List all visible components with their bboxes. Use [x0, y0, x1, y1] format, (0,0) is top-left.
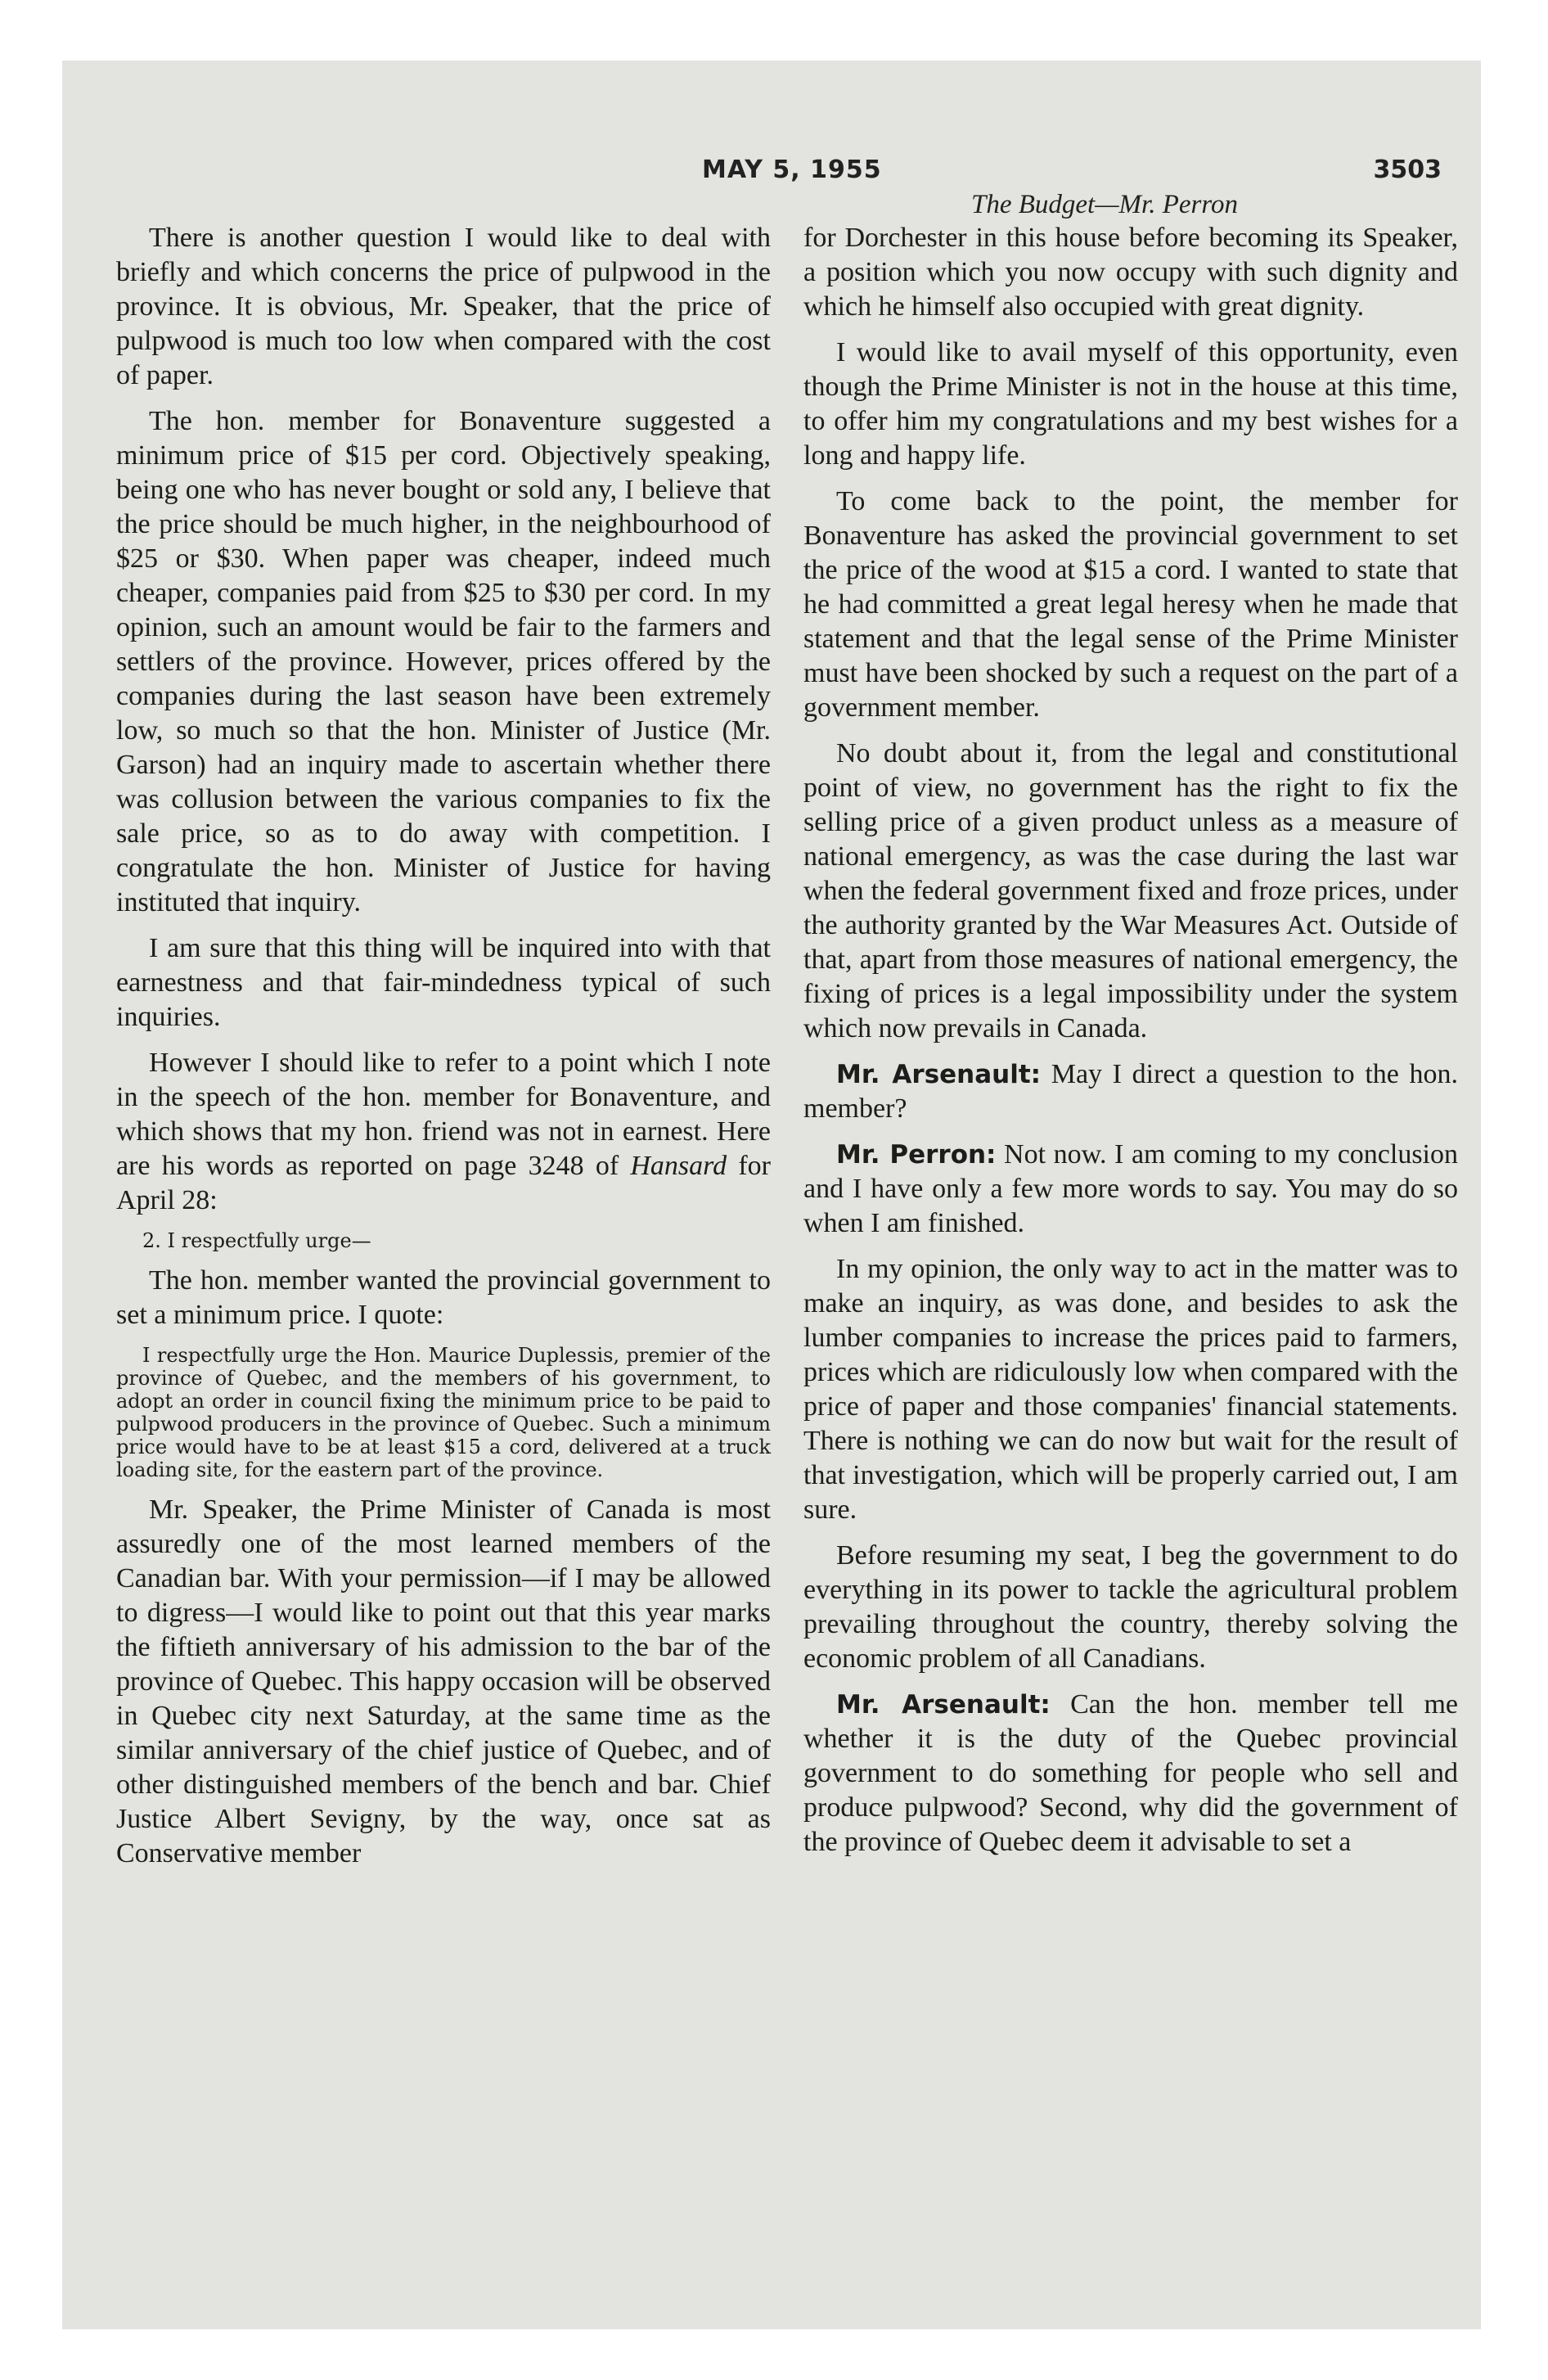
paragraph: [116, 1046, 771, 1218]
paragraph: Before resuming my seat, I beg the government to do everything in its power to tackle the agricultural problem prevailing throughout the country, thereby solving the economic problem of all Canadians.: [803, 1540, 1458, 1674]
speaker-name: Mr. Arsenault:: [836, 1690, 1051, 1720]
speech-text: May I direct a question to the hon. member?: [803, 1059, 1458, 1124]
paragraph: In my opinion, the only way to act in the matter was to make an inquiry, as was done, and besides to ask the lumber companies to increase the prices paid to farmers, prices which are ridiculously low when compared with the price of paper and those companies' financial statements. There is nothing we can do now but wait for the result of that investigation, which will be properly carried out, I am sure.: [803, 1254, 1458, 1525]
block-quote: I respectfully urge the Hon. Maurice Duplessis, premier of the province of Quebec, and the members of his government, to adopt an order in council fixing the minimum price to be paid to pulpwood producers in the province of Quebec. Such a minimum price would have to be at least $15 a cord, delivered at a truck loading site, for the eastern part of the province.: [116, 1344, 771, 1481]
paragraph: There is another question I would like to deal with briefly and which concerns the price of pulpwood in the province. It is obvious, Mr. Speaker, that the price of pulpwood is much too low when compared with the cost of paper.: [116, 223, 771, 390]
paragraph: The hon. member wanted the provincial government to set a minimum price. I quote:: [116, 1265, 771, 1330]
paragraph: Mr. Speaker, the Prime Minister of Canada is most assuredly one of the most learned members of the Canadian bar. With your permission—if I may be allowed to digress—I would like to point out that this year marks the fiftieth anniversary of his admission to the bar of the province of Quebec. This happy occasion will be observed in Quebec city next Saturday, at the same time as the similar anniversary of the chief justice of Quebec, and of other distinguished members of the bench and bar. Chief Justice Albert Sevigny, by the way, once sat as Conservative member: [116, 1494, 771, 1868]
running-head: The Budget—Mr. Perron: [970, 190, 1238, 219]
page-date: MAY 5, 1955: [702, 156, 882, 184]
paragraph: The hon. member for Bonaventure suggested a minimum price of $15 per cord. Objectively speaking, being one who has never bought or sold any, I believe that the price should be much higher, in the neighbourhood of $25 or $30. When paper was cheaper, indeed much cheaper, companies paid from $25 to $30 per cord. In my opinion, such an amount would be fair to the farmers and settlers of the province. However, prices offered by the companies during the last season have been extremely low, so much so that the hon. Minister of Justice (Mr. Garson) had an inquiry made to ascertain whether there was collusion between the various companies to fix the sale price, so as to do away with competition. I congratulate the hon. Minister of Justice for having instituted that inquiry.: [116, 406, 771, 917]
paragraph: I would like to avail myself of this opportunity, even though the Prime Minister is not in the house at this time, to offer him my congratulations and my best wishes for a long and happy life.: [803, 337, 1458, 471]
speaker-name: Mr. Arsenault:: [836, 1060, 1042, 1089]
block-quote: 2. I respectfully urge—: [142, 1229, 371, 1252]
page-number: 3503: [1373, 156, 1442, 184]
speech: [803, 1688, 1458, 1859]
speech-text: Not now. I am coming to my conclusion and I have only a few more words to say. You may do so when I am finished.: [803, 1139, 1459, 1238]
paragraph: for Dorchester in this house before becoming its Speaker, a position which you now occupy with such dignity and which he himself also occupied with great dignity.: [803, 223, 1458, 322]
speech: [803, 1138, 1458, 1241]
paragraph: I am sure that this thing will be inquired into with that earnestness and that fair-mindedness typical of such inquiries.: [116, 933, 771, 1032]
speaker-name: Mr. Perron:: [836, 1140, 997, 1170]
speech-text: Can the hon. member tell me whether it is the duty of the Quebec provincial government to do something for people who sell and produce pulpwood? Second, why did the government of the province of Quebec deem it advisable to set a: [803, 1689, 1458, 1857]
speech: [803, 1057, 1458, 1126]
paragraph-text: for April 28:: [116, 1151, 771, 1215]
paragraph-text: However I should like to refer to a point which I note in the speech of the hon. member for Bonaventure, and which shows that my hon. friend was not in earnest. Here are his words as reported on page 3248 of: [116, 1048, 771, 1181]
paragraph: To come back to the point, the member for Bonaventure has asked the provincial government to set the price of the wood at $15 a cord. I wanted to state that he had committed a great legal heresy when he made that statement and that the legal sense of the Prime Minister must have been shocked by such a request on the part of a government member.: [803, 486, 1458, 723]
hansard-title: Hansard: [630, 1151, 727, 1181]
left-column: [116, 221, 771, 1882]
right-column: [803, 221, 1458, 1871]
paragraph: No doubt about it, from the legal and constitutional point of view, no government has the right to fix the selling price of a given product unless as a measure of national emergency, as was the case during the last war when the federal government fixed and froze prices, under the authority granted by the War Measures Act. Outside of that, apart from those measures of national emergency, the fixing of prices is a legal impossibility under the system which now prevails in Canada.: [803, 738, 1458, 1044]
